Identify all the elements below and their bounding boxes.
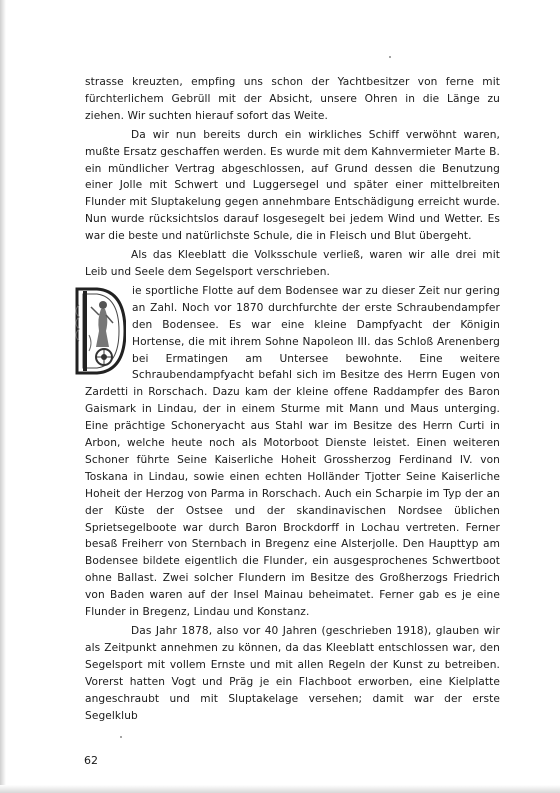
paper-speck bbox=[389, 56, 391, 58]
paragraph-1: strasse kreuzten, empfing uns schon der Yachtbesitzer von ferne mit fürchterlichem Gebrüll mit der Absicht, unsere Ohren in die Länge zu ziehen. Wir suchten hierauf sofort das Weite. bbox=[85, 76, 500, 122]
dropcap-paragraph bbox=[85, 283, 500, 621]
paragraph-2: Da wir nun bereits durch ein wirkliches Schiff verwöhnt waren, mußte Ersatz geschaffen werden. Es wurde mit dem Kahnvermieter Marte B. ein mündlicher Vertrag abgeschlossen, auf Grund dessen die Benutzung einer Jolle mit Schwert und Luggersegel und später einer mittelbreiten Flunder mit Sluptakelung gegen annehmbare Entschädigung erreicht wurde. Nun wurde rücksichtslos darauf losgesegelt bei jedem Wind und Wetter. Es war die beste und natürlichste Schule, die in Fleisch und Blut übergeht. bbox=[85, 128, 500, 243]
page-number: 62 bbox=[84, 754, 98, 767]
page-edge-shadow bbox=[0, 0, 6, 793]
book-page-text bbox=[85, 74, 500, 724]
illuminated-initial-d-icon bbox=[71, 285, 126, 377]
paragraph-4: Das Jahr 1878, also vor 40 Jahren (geschrieben 1918), glauben wir als Zeitpunkt annehmen zu können, da das Kleeblatt entschlossen war, den Segelsport mit vollem Ernste und mit allen Regeln der Kunst zu betreiben. Vorerst hatten Vogt und Präg je ein Flachboot erworben, eine Kielplatte angeschraubt und mit Sluptakelage versehen; damit war der erste Segelklub bbox=[85, 625, 500, 722]
paragraph-3: Als das Kleeblatt die Volksschule verließ, waren wir alle drei mit Leib und Seele dem Segelsport verschrieben. bbox=[85, 249, 500, 278]
page-bottom-edge bbox=[0, 785, 560, 793]
paper-speck bbox=[120, 736, 122, 738]
dropcap-paragraph-text: ie sportliche Flotte auf dem Bodensee war zu dieser Zeit nur gering an Zahl. Noch vor 1870 durchfurchte der erste Schraubendampfer den Bodensee. Es war eine kleine Dampfyacht der Königin Hortense, die mit ihrem Sohne Napoleon III. das Schloß Arenenberg bei Ermatingen am Untersee bewohnte. Eine weitere Schraubendampfyacht befahl sich im Besitze des Herrn Eugen von Zardetti in Rorschach. Dazu kam der kleine offene Raddampfer des Baron Gaismark in Lindau, der in einem Sturme mit Mann und Maus unterging. Eine prächtige Schoneryacht aus Stahl war im Besitze des Herrn Curti in Arbon, welche heute noch als Motorboot Dienste leistet. Einen weiteren Schoner führte Seine Kaiserliche Hoheit Grossherzog Ferdinand IV. von Toskana in Lindau, sowie einen echten Holländer Tjotter Seine Kaiserliche Hoheit der Herzog von Parma in Rorschach. Auch ein Scharpie im Typ der an der Küste der Ostsee und der skandinavischen Nordsee üblichen Sprietsegelboote war durch Baron Brockdorff in Lochau vertreten. Ferner besaß Freiherr von Sternbach in Bregenz eine Alsterjolle. Den Haupttyp am Bodensee bildete eigentlich die Flunder, ein ausgesprochenes Schwertboot ohne Ballast. Zwei solcher Flundern im Besitze des Großherzogs Friedrich von Baden waren auf der Insel Mainau beheimatet. Ferner gab es je eine Flunder in Bregenz, Lindau und Konstanz. bbox=[85, 284, 500, 619]
